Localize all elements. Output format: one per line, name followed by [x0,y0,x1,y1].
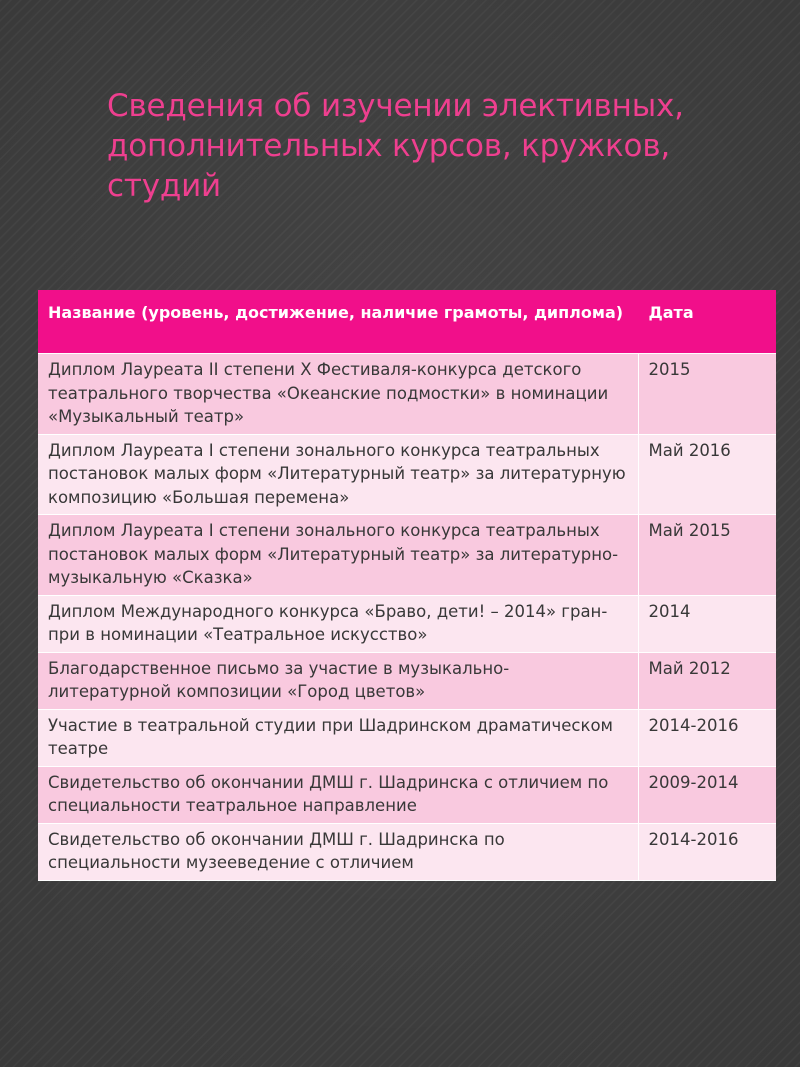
table-row [38,709,776,766]
row-date-cell: Май 2016 [638,434,776,515]
row-name-cell: Диплом Международного конкурса «Браво, дети! – 2014» гран-при в номинации «Театральное искусство» [38,595,638,652]
row-date-cell: Май 2015 [638,515,776,596]
table-row [38,652,776,709]
row-name-cell: Участие в театральной студии при Шадринском драматическом театре [38,709,638,766]
table-row [38,766,776,823]
row-date-cell: 2014-2016 [638,709,776,766]
row-date-cell: 2014 [638,595,776,652]
row-name-cell: Благодарственное письмо за участие в музыкально-литературной композиции «Город цветов» [38,652,638,709]
table-header-row [38,291,776,354]
header-name: Название (уровень, достижение, наличие грамоты, диплома) [38,291,638,354]
table-row [38,515,776,596]
courses-table-container [38,290,776,881]
table-row [38,434,776,515]
table-row [38,823,776,880]
row-name-cell: Свидетельство об окончании ДМШ г. Шадринска с отличием по специальности театральное направление [38,766,638,823]
row-date-cell: 2009-2014 [638,766,776,823]
header-date: Дата [638,291,776,354]
row-name-cell: Диплом Лауреата I степени зонального конкурса театральных постановок малых форм «Литературный театр» за литературную композицию «Большая перемена» [38,434,638,515]
courses-table [38,290,776,881]
row-name-cell: Диплом Лауреата II степени X Фестиваля-конкурса детского театрального творчества «Океанские подмостки» в номинации «Музыкальный театр» [38,354,638,435]
row-date-cell: 2014-2016 [638,823,776,880]
row-date-cell: Май 2012 [638,652,776,709]
page-title: Сведения об изучении элективных, дополнительных курсов, кружков, студий [107,88,684,204]
row-date-cell: 2015 [638,354,776,435]
row-name-cell: Диплом Лауреата I степени зонального конкурса театральных постановок малых форм «Литературный театр» за литературно-музыкальную «Сказка» [38,515,638,596]
row-name-cell: Свидетельство об окончании ДМШ г. Шадринска по специальности музееведение с отличием [38,823,638,880]
table-row [38,595,776,652]
table-row [38,354,776,435]
